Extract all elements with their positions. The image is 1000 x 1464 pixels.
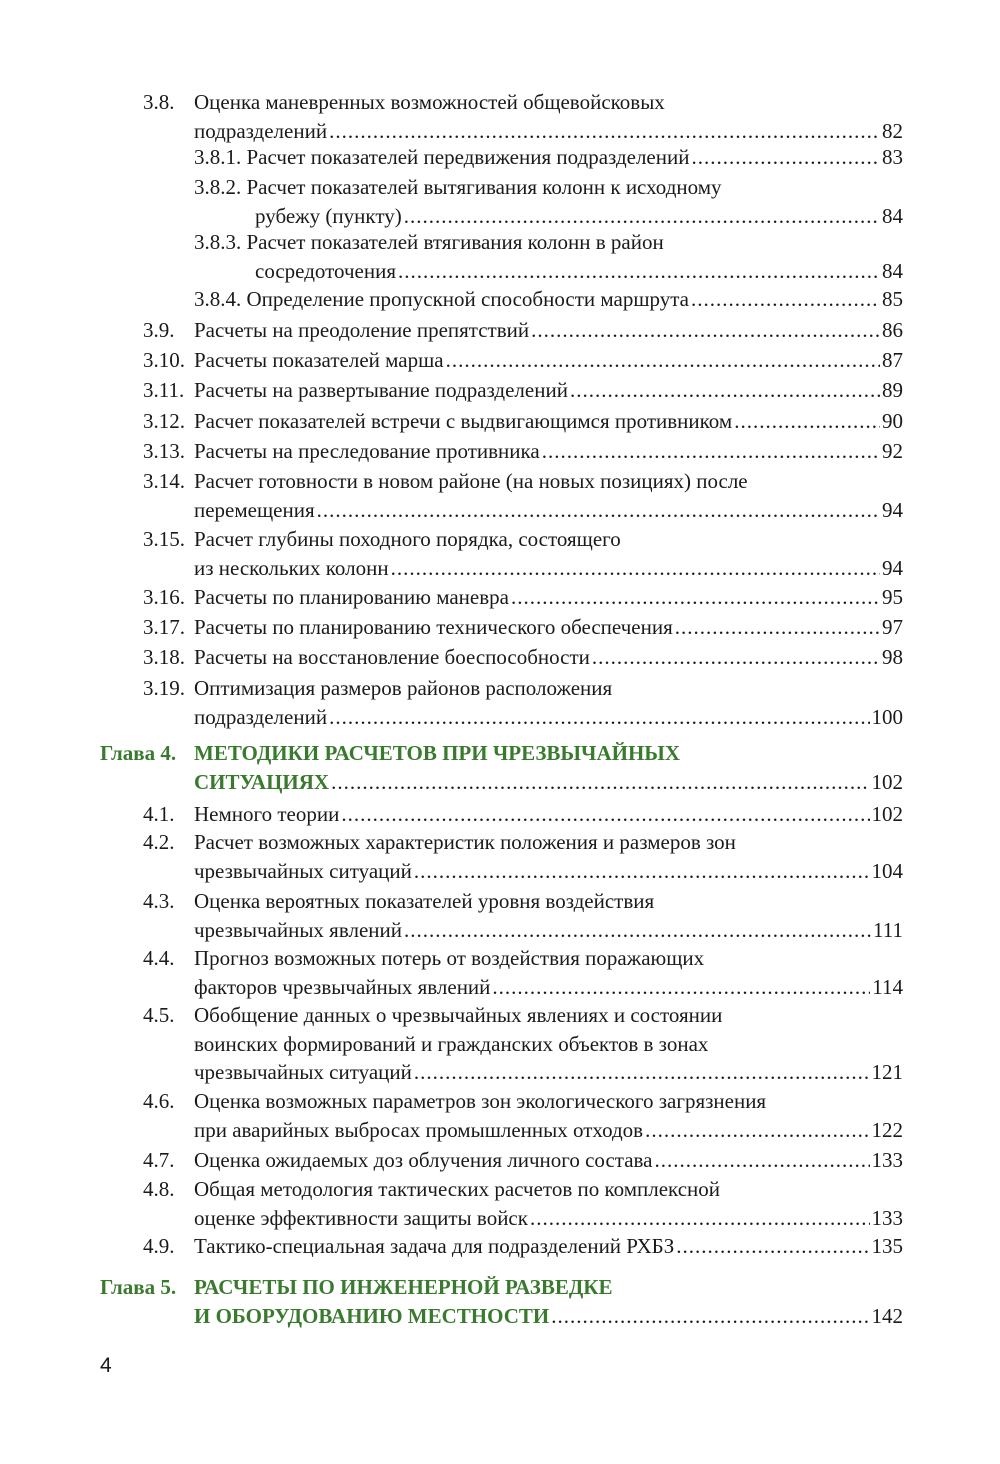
toc-entry-title: Расчеты по планированию технического обеспечения	[194, 615, 673, 639]
toc-entry-number: 4.4.	[143, 946, 175, 970]
toc-entry-number: 3.15.	[143, 527, 185, 551]
toc-page-number: 87	[882, 348, 903, 372]
toc-page-number: 94	[882, 555, 903, 580]
toc-entry-title: оценке эффективности защиты войск	[194, 1205, 528, 1230]
dot-leader	[511, 583, 880, 611]
toc-entry-title: Тактико-специальная задача для подразделений РХБЗ	[194, 1234, 675, 1258]
toc-entry-title: Расчеты на преодоление препятствий	[194, 318, 530, 342]
toc-page-number: 133	[871, 1148, 903, 1172]
toc-entry-title: чрезвычайных явлений	[194, 917, 402, 942]
toc-entry-title: Расчет готовности в новом районе (на новых позициях) после	[194, 469, 748, 493]
toc-entry-title: 3.8.1. Расчет показателей передвижения подразделений	[194, 145, 690, 169]
dot-leader	[446, 346, 880, 374]
toc-entry-title: рубежу (пункту)	[255, 203, 402, 228]
toc-entry-number: 4.1.	[143, 802, 175, 826]
toc-entry-number: 3.13.	[143, 439, 185, 463]
toc-page-number: 92	[882, 439, 903, 463]
dot-leader	[329, 703, 869, 731]
toc-entry-number: 3.14.	[143, 469, 185, 493]
dot-leader	[551, 1302, 869, 1330]
toc-page-number: 142	[871, 1303, 903, 1328]
toc-entry-number: 4.2.	[143, 830, 175, 854]
dot-leader	[531, 316, 880, 344]
dot-leader	[341, 800, 869, 828]
toc-entry-number: Глава 4.	[100, 741, 177, 765]
toc-entry-title: Расчеты на развертывание подразделений	[194, 378, 568, 402]
toc-page-number: 100	[871, 704, 903, 729]
toc-entry-title: Обобщение данных о чрезвычайных явлениях и состоянии	[194, 1003, 723, 1027]
toc-entry-number: 3.16.	[143, 585, 185, 609]
toc-page-number: 133	[871, 1205, 903, 1230]
toc-entry-title: МЕТОДИКИ РАСЧЕТОВ ПРИ ЧРЕЗВЫЧАЙНЫХ	[194, 741, 681, 765]
dot-leader	[675, 613, 880, 641]
toc-entry-title: подразделений	[194, 704, 328, 729]
toc-entry-number: 4.7.	[143, 1148, 175, 1172]
toc-entry-number: 3.18.	[143, 645, 185, 669]
toc-entry-number: 3.19.	[143, 676, 185, 700]
dot-leader	[492, 973, 870, 1001]
toc-page-number: 94	[882, 497, 903, 522]
dot-leader	[691, 285, 880, 313]
dot-leader	[329, 117, 880, 145]
toc-page-number: 135	[871, 1234, 903, 1258]
toc-page-number: 121	[871, 1060, 903, 1084]
toc-entry-title: перемещения	[194, 497, 315, 522]
toc-entry-title: Расчет возможных характеристик положения и размеров зон	[194, 830, 736, 854]
toc-entry-title: Прогноз возможных потерь от воздействия поражающих	[194, 946, 705, 970]
dot-leader	[391, 554, 880, 582]
toc-entry-title: Расчет показателей встречи с выдвигающимся противником	[194, 409, 733, 433]
toc-entry-title: Общая методология тактических расчетов по комплексной	[194, 1177, 721, 1201]
toc-entry-number: Глава 5.	[100, 1275, 177, 1299]
dot-leader	[570, 376, 880, 404]
toc-entry-number: 4.6.	[143, 1089, 175, 1113]
toc-page-number: 85	[882, 287, 903, 311]
dot-leader	[414, 857, 870, 885]
toc-page-number: 122	[871, 1117, 903, 1142]
dot-leader	[734, 407, 880, 435]
page-number: 4	[100, 1354, 112, 1377]
toc-entry-number: 4.5.	[143, 1003, 175, 1027]
toc-entry-title: Расчет глубины походного порядка, состоящего	[194, 527, 621, 551]
dot-leader	[404, 202, 880, 230]
toc-entry-title: Оценка возможных параметров зон экологического загрязнения	[194, 1089, 767, 1113]
toc-entry-title: СИТУАЦИЯХ	[194, 769, 330, 794]
toc-entry-number: 3.12.	[143, 409, 185, 433]
toc-page-number: 104	[871, 858, 903, 883]
toc-entry-title: Оценка маневренных возможностей общевойсковых	[194, 90, 665, 114]
toc-entry-title: сосредоточения	[255, 258, 396, 283]
toc-page-number: 89	[882, 378, 903, 402]
dot-leader	[404, 916, 871, 944]
dot-leader	[317, 496, 880, 524]
toc-entry-title: Расчеты на преследование противника	[194, 439, 540, 463]
toc-entry-title: факторов чрезвычайных явлений	[194, 974, 491, 999]
toc-entry-title: 3.8.3. Расчет показателей втягивания колонн в район	[194, 230, 664, 254]
dot-leader	[398, 257, 880, 285]
toc-entry-title: Оценка ожидаемых доз облучения личного состава	[194, 1148, 653, 1172]
toc-entry-title: из нескольких колонн	[194, 555, 389, 580]
toc-entry-number: 4.8.	[143, 1177, 175, 1201]
dot-leader	[530, 1204, 870, 1232]
toc-entry-title: Оценка вероятных показателей уровня воздействия	[194, 889, 655, 913]
toc-entry-title: Немного теории	[194, 802, 340, 826]
toc-entry-number: 3.8.	[143, 90, 175, 114]
toc-page-number: 83	[882, 145, 903, 169]
toc-page-number: 111	[873, 917, 903, 942]
toc-page-number: 86	[882, 318, 903, 342]
dot-leader	[592, 643, 880, 671]
toc-entry-title: 3.8.4. Определение пропускной способности маршрута	[194, 287, 689, 311]
toc-entry-number: 4.9.	[143, 1234, 175, 1258]
toc-entry-title: Расчеты по планированию маневра	[194, 585, 509, 609]
toc-entry-number: 4.3.	[143, 889, 175, 913]
toc-entry-title: РАСЧЕТЫ ПО ИНЖЕНЕРНОЙ РАЗВЕДКЕ	[194, 1275, 613, 1299]
toc-page-number: 102	[871, 802, 903, 826]
dot-leader	[331, 768, 869, 796]
toc-page-number: 90	[882, 409, 903, 433]
toc-entry-title: воинских формирований и гражданских объектов в зонах	[194, 1031, 709, 1056]
toc-entry-title: подразделений	[194, 118, 328, 143]
toc-entry-number: 3.11.	[143, 378, 185, 402]
toc-entry-title: чрезвычайных ситуаций	[194, 1060, 412, 1084]
toc-entry-title: чрезвычайных ситуаций	[194, 858, 412, 883]
toc-page-number: 98	[882, 645, 903, 669]
dot-leader	[691, 143, 880, 171]
toc-entry-title: Оптимизация размеров районов расположения	[194, 676, 613, 700]
dot-leader	[676, 1232, 869, 1260]
toc-page-number: 102	[871, 769, 903, 794]
toc-page-number: 114	[872, 974, 903, 999]
toc-entry-title: при аварийных выбросах промышленных отходов	[194, 1117, 644, 1142]
toc-entry-number: 3.17.	[143, 615, 185, 639]
toc-entry-title: 3.8.2. Расчет показателей вытягивания колонн к исходному	[194, 175, 722, 199]
toc-entry-number: 3.9.	[143, 318, 175, 342]
toc-page-number: 97	[882, 615, 903, 639]
toc-entry-title: И ОБОРУДОВАНИЮ МЕСТНОСТИ	[194, 1303, 550, 1328]
dot-leader	[645, 1116, 869, 1144]
toc-page-number: 84	[882, 258, 903, 283]
toc-entry-title: Расчеты на восстановление боеспособности	[194, 645, 590, 669]
dot-leader	[414, 1058, 870, 1086]
toc-page-number: 82	[882, 118, 903, 143]
toc-entry-title: Расчеты показателей марша	[194, 348, 444, 372]
dot-leader	[655, 1146, 870, 1174]
toc-page-number: 84	[882, 203, 903, 228]
toc-entry-number: 3.10.	[143, 348, 185, 372]
toc-page-number: 95	[882, 585, 903, 609]
dot-leader	[542, 437, 880, 465]
